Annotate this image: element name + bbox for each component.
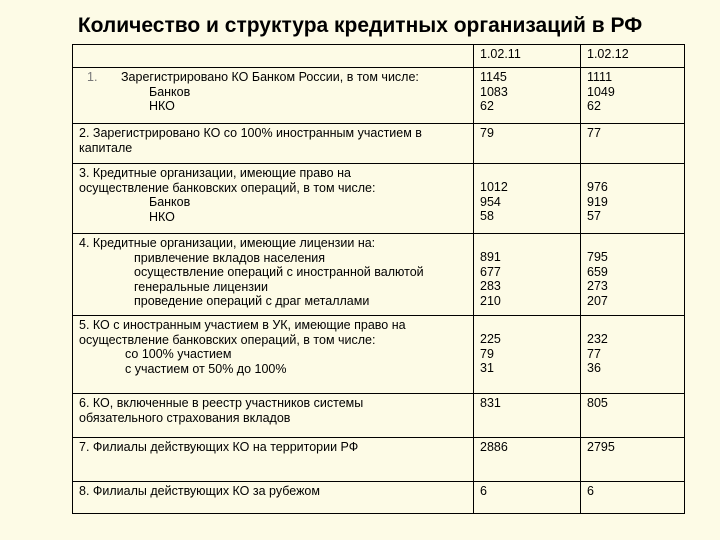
table-row	[73, 438, 685, 482]
value-cell-2011	[474, 68, 581, 124]
row-sub-label: Банков	[149, 84, 191, 99]
value: 79	[480, 346, 494, 361]
value-cell-2012	[581, 124, 685, 164]
value: 77	[587, 126, 601, 140]
row-label-text: капитале	[79, 140, 133, 155]
row-label-text: 2. Зарегистрировано КО со 100% иностранным участием в	[79, 126, 422, 140]
value-cell-2012	[581, 316, 685, 394]
value: 62	[587, 99, 601, 114]
row-label-text: 8. Филиалы действующих КО за рубежом	[79, 484, 320, 498]
value: 891	[480, 250, 501, 264]
row-sub-label: осуществление операций с иностранной валютой	[134, 265, 424, 280]
value-cell-2011	[474, 316, 581, 394]
value: 805	[587, 396, 608, 410]
value-cell-2012	[581, 68, 685, 124]
value: 1083	[480, 84, 508, 99]
value: 976	[587, 180, 608, 194]
row-label-text: 4. Кредитные организации, имеющие лицензии на:	[79, 236, 376, 250]
page-title: Количество и структура кредитных организаций в РФ	[77, 14, 643, 37]
table-row	[73, 394, 685, 438]
value: 919	[587, 194, 608, 209]
value-cell-2011	[474, 394, 581, 438]
row-label	[73, 316, 474, 394]
row-label	[73, 438, 474, 482]
value: 1145	[480, 70, 507, 84]
value: 677	[480, 264, 501, 279]
row-label-text: Зарегистрировано КО Банком России, в том числе:	[121, 70, 419, 84]
value: 207	[587, 293, 608, 308]
value: 6	[480, 484, 487, 498]
row-sub-label: привлечение вкладов населения	[134, 250, 326, 265]
row-label-text: осуществление банковских операций, в том числе:	[79, 180, 376, 195]
value: 2886	[480, 440, 508, 454]
header-row	[73, 45, 685, 68]
row-label-text: 5. КО с иностранным участием в УК, имеющие право на	[79, 318, 406, 332]
row-label	[73, 164, 474, 234]
value: 954	[480, 194, 501, 209]
data-table	[72, 44, 685, 514]
value: 225	[480, 332, 501, 346]
value-cell-2011	[474, 482, 581, 514]
table-row	[73, 316, 685, 394]
row-label	[73, 234, 474, 316]
value: 273	[587, 279, 608, 294]
value-cell-2011	[474, 234, 581, 316]
row-label	[73, 68, 474, 124]
row-label-text: осуществление банковских операций, в том числе:	[79, 332, 376, 347]
row-sub-label: НКО	[149, 209, 175, 224]
value: 58	[480, 209, 494, 224]
value-cell-2012	[581, 234, 685, 316]
value: 1111	[587, 70, 613, 84]
value-cell-2012	[581, 482, 685, 514]
column-header-2011: 1.02.11	[474, 45, 581, 68]
header-empty-cell	[73, 45, 474, 68]
value: 831	[480, 396, 501, 410]
table-row	[73, 482, 685, 514]
value-cell-2012	[581, 438, 685, 482]
row-sub-label: НКО	[149, 99, 175, 114]
row-sub-label: с участием от 50% до 100%	[125, 361, 287, 376]
value: 36	[587, 361, 601, 376]
value: 77	[587, 346, 601, 361]
value: 283	[480, 279, 501, 294]
value: 210	[480, 293, 501, 308]
value-cell-2012	[581, 394, 685, 438]
row-label-text: 6. КО, включенные в реестр участников системы	[79, 396, 364, 410]
value-cell-2011	[474, 164, 581, 234]
value: 1049	[587, 84, 615, 99]
row-label-text: 3. Кредитные организации, имеющие право на	[79, 166, 351, 180]
row-label	[73, 482, 474, 514]
row-sub-label: со 100% участием	[125, 347, 232, 362]
value: 795	[587, 250, 608, 264]
value-cell-2012	[581, 164, 685, 234]
value-cell-2011	[474, 438, 581, 482]
value: 2795	[587, 440, 615, 454]
value: 57	[587, 209, 601, 224]
table-row	[73, 234, 685, 316]
row-label	[73, 124, 474, 164]
table-row	[73, 124, 685, 164]
column-header-2012: 1.02.12	[581, 45, 685, 68]
row-sub-label: генеральные лицензии	[134, 279, 268, 294]
row-number: 1.	[87, 70, 98, 84]
value: 659	[587, 264, 608, 279]
value: 62	[480, 99, 494, 114]
table-row	[73, 164, 685, 234]
value: 79	[480, 126, 494, 140]
row-label-text: 7. Филиалы действующих КО на территории РФ	[79, 440, 359, 454]
row-sub-label: Банков	[149, 195, 191, 210]
value: 1012	[480, 180, 508, 194]
value: 6	[587, 484, 594, 498]
table-row	[73, 68, 685, 124]
row-label-text: обязательного страхования вкладов	[79, 410, 291, 425]
value: 31	[480, 361, 494, 376]
row-sub-label: проведение операций с драг металлами	[134, 294, 370, 309]
value: 232	[587, 332, 608, 346]
row-label	[73, 394, 474, 438]
value-cell-2011	[474, 124, 581, 164]
